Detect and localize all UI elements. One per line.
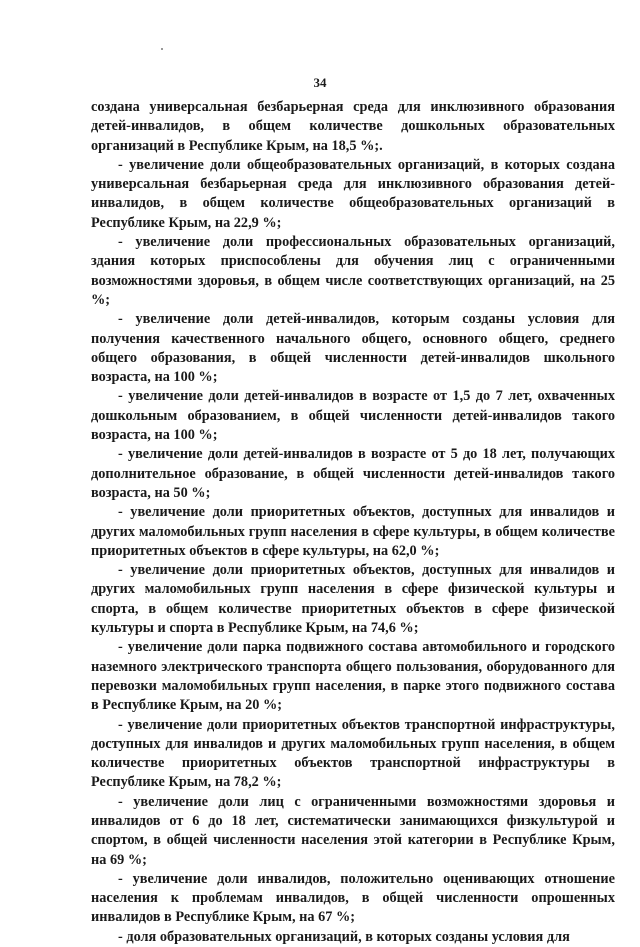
scan-artifact (161, 48, 163, 50)
page-number: 34 (313, 75, 327, 90)
paragraph: создана универсальная безбарьерная среда для инклюзивного образования детей-инвалидов, в общем количестве дошкольных образовательных организаций в Республике Крым, на 18,5 %;. (91, 99, 615, 154)
paragraph: - увеличение доли детей-инвалидов в возрасте от 5 до 18 лет, получающих дополнительное образование, в общей численности детей-инвалидов такого возраста, на 50 %; (91, 446, 615, 501)
document-body (91, 98, 615, 947)
paragraph: - увеличение доли инвалидов, положительно оценивающих отношение населения к проблемам инвалидов, в общей численности опрошенных инвалидов в Республике Крым, на 67 %; (91, 870, 615, 926)
paragraph: - увеличение доли детей-инвалидов, которым созданы условия для получения качественного начального общего, основного общего, среднего общего образования, в общей численности детей-инвалидов школьного возраста, на 100 %; (91, 311, 615, 386)
paragraph: - увеличение доли приоритетных объектов, доступных для инвалидов и других маломобильных групп населения в сфере физической культуры и спорта, в общем количестве приоритетных объектов в сфере физической культуры и спорта в Республике Крым, на 74,6 %; (91, 562, 615, 637)
paragraph: - доля образовательных организаций, в которых созданы условия для (118, 928, 570, 945)
paragraph: - увеличение доли общеобразовательных организаций, в которых создана универсальная безбарьерная среда для инклюзивного образования детей-инвалидов, в общем количестве общеобразовательных организаций в Республике Крым, на 22,9 %; (91, 156, 615, 231)
paragraph: - увеличение доли парка подвижного состава автомобильного и городского наземного электрического транспорта общего пользования, оборудованного для перевозки маломобильных групп населения, в парке этого подвижного состава в Республике Крым, на 20 %; (91, 639, 615, 714)
paragraph: - увеличение доли профессиональных образовательных организаций, здания которых приспособлены для обучения лиц с ограниченными возможностями здоровья, в общем числе соответствующих организаций, на 25 %; (91, 234, 615, 308)
paragraph: - увеличение доли детей-инвалидов в возрасте от 1,5 до 7 лет, охваченных дошкольным образованием, в общей численности детей-инвалидов такого возраста, на 100 %; (91, 388, 615, 444)
paragraph: - увеличение доли приоритетных объектов транспортной инфраструктуры, доступных для инвалидов и других маломобильных групп населения, в общем количестве приоритетных объектов транспортной инфраструктуры в Республике Крым, на 78,2 %; (91, 716, 615, 791)
paragraph: - увеличение доли лиц с ограниченными возможностями здоровья и инвалидов от 6 до 18 лет, систематически занимающихся физкультурой и спортом, в общей численности населения этой категории в Республике Крым, на 69 %; (91, 793, 615, 868)
paragraph: - увеличение доли приоритетных объектов, доступных для инвалидов и других маломобильных групп населения в сфере культуры, в общем количестве приоритетных объектов в сфере культуры, на 62,0 %; (91, 504, 615, 559)
